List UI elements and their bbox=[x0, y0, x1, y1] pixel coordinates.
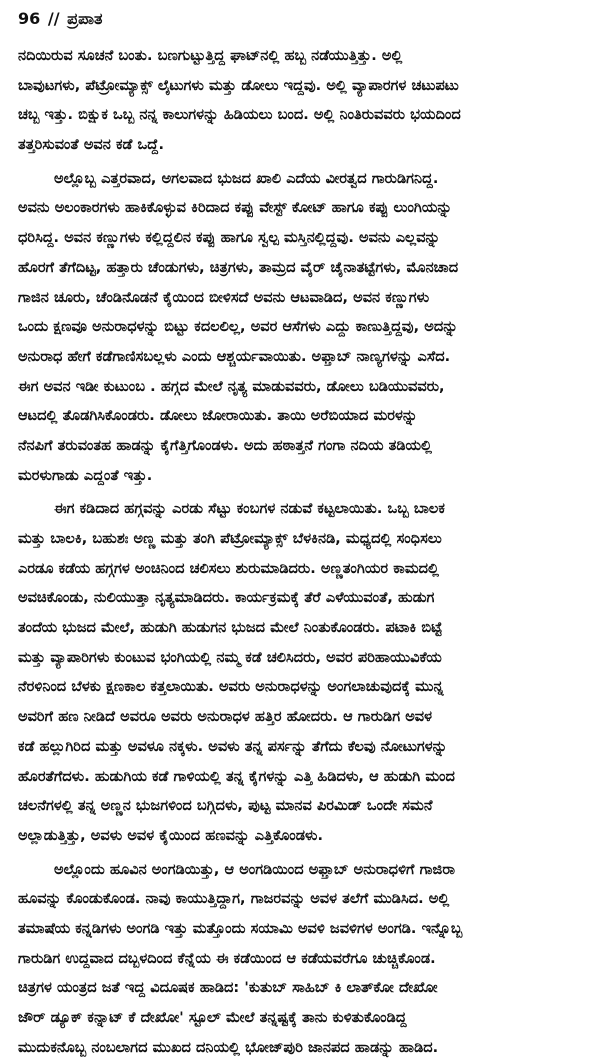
header-separator: // bbox=[47, 9, 60, 28]
text-line: ಕಡೆ ಹಲ್ಲುಗಿರಿದ ಮತ್ತು ಅವಳೂ ನಕ್ಕಳು. ಅವಳು ತನ್ನ ಪರ್ಸನ್ನು ತೆಗೆದು ಕೆಲವು ನೋಟುಗಳನ್ನು bbox=[18, 738, 448, 755]
text-line: ಅವಚಿಕೊಂಡು, ನುಲಿಯುತ್ತಾ ನೃತ್ಯಮಾಡಿದರು. ಕಾರ್ಯಕ್ರಮಕ್ಕೆ ತೆರೆ ಎಳೆಯುವಂತೆ, ಹುಡುಗ bbox=[18, 590, 435, 607]
running-header bbox=[18, 6, 582, 34]
paragraph-1 bbox=[18, 42, 582, 161]
paragraph-4 bbox=[18, 856, 582, 1063]
text-line: ನೆನಪಿಗೆ ತರುವಂತಹ ಹಾಡನ್ನು ಕೈಗೆತ್ತಿಗೊಂಡಳು. ಅದು ಹಠಾತ್ತನೆ ಗಂಗಾ ನದಿಯ ತಡಿಯಲ್ಲಿ bbox=[18, 437, 433, 454]
text-line: ಹೂವನ್ನು ಕೊಂಡುಕೊಂಡ. ನಾವು ಕಾಯುತ್ತಿದ್ದಾಗ, ಗಾಜರವನ್ನು ಅವಳ ತಲೆಗೆ ಮುಡಿಸಿದ. ಅಲ್ಲಿ bbox=[18, 891, 450, 908]
text-line: ಅಲ್ಲೊಬ್ಬ ಎತ್ತರವಾದ, ಅಗಲವಾದ ಭುಜದ ಖಾಲಿ ಎದೆಯ ವೀರತ್ವದ ಗಾರುಡಿಗನಿದ್ದ. bbox=[54, 170, 439, 187]
text-line: ಅನುರಾಧ ಹೇಗೆ ಕಡೆಗಾಣಿಸಬಲ್ಲಳು ಎಂದು ಆಶ್ಚರ್ಯವಾಯಿತು. ಅಫ್ತಾಬ್ ನಾಣ್ಯಗಳನ್ನು ಎಸೆದ. bbox=[18, 348, 451, 365]
text-line: ಚಬ್ಬ ಇತ್ತು. ಬಿಕ್ಷುಕ ಒಬ್ಬ ನನ್ನ ಕಾಲುಗಳನ್ನು ಹಿಡಿಯಲು ಬಂದ. ಅಲ್ಲಿ ನಿಂತಿರುವವರು ಭಯದಿಂದ bbox=[18, 107, 461, 124]
text-line: ಎರಡೂ ಕಡೆಯ ಹಗ್ಗಗಳ ಅಂಚಿನಿಂದ ಚಲಿಸಲು ಶುರುಮಾಡಿದರು. ಅಣ್ಣತಂಗಿಯರ ಕಾಮದಲ್ಲಿ bbox=[18, 560, 440, 577]
text-line: ಹೊರಗೆ ತೆಗೆದಿಟ್ಟ, ಹತ್ತಾರು ಚೆಂಡುಗಳು, ಚಿತ್ರಗಳು, ತಾಮ್ರದ ವೈರ್ ಚೈನಾತಟ್ಟೆಗಳು, ಮೊನಚಾದ bbox=[18, 259, 459, 276]
text-line: ಅಲ್ಲೊಂದು ಹೂವಿನ ಅಂಗಡಿಯಿತ್ತು, ಆ ಅಂಗಡಿಯಿಂದ ಅಫ್ತಾಬ್ ಅನುರಾಧಳಿಗೆ ಗಾಜಿರಾ bbox=[54, 861, 456, 878]
text-line: ಅವರಿಗೆ ಹಣ ನೀಡಿದೆ ಅವರೂ ಅವರು ಅನುರಾಧಳ ಹತ್ತಿರ ಹೋದರು. ಆ ಗಾರುಡಿಗ ಅವಳ bbox=[18, 709, 433, 726]
text-line: ಚಲನೆಗಳಲ್ಲಿ ತನ್ನ ಅಣ್ಣನ ಭುಜಗಳಿಂದ ಬಗ್ಗಿದಳು, ಪುಟ್ಟ ಮಾನವ ಪಿರಮಿಡ್ ಒಂದೇ ಸಮನೆ bbox=[18, 798, 433, 815]
text-line: ಈಗ ಕಡಿದಾದ ಹಗ್ಗವನ್ನು ಎರಡು ಸೆಟ್ಟು ಕಂಬಗಳ ನಡುವೆ ಕಟ್ಟಲಾಯಿತು. ಒಬ್ಬ ಬಾಲಕ bbox=[54, 501, 445, 518]
paragraph-3 bbox=[18, 495, 582, 851]
text-line: ಬಾವುಟಗಳು, ಪೆಟ್ರೋಮ್ಯಾಕ್ಸ್ ಲೈಟುಗಳು ಮತ್ತು ಡೋಲು ಇದ್ದವು. ಅಲ್ಲಿ ವ್ಯಾಪಾರಗಳ ಚಟುಪಟು bbox=[18, 77, 459, 94]
text-line: ಅಲ್ಲಾಡುತ್ತಿತ್ತು, ಅವಳು ಅವಳ ಕೈಯಿಂದ ಹಣವನ್ನು ಎತ್ತಿಕೊಂಡಳು. bbox=[18, 827, 324, 844]
text-line: ಹೊರತೆಗೆದಳು. ಹುಡುಗಿಯ ಕಡೆ ಗಾಳಿಯಲ್ಲಿ ತನ್ನ ಕೈಗಳನ್ನು ಎತ್ತಿ ಹಿಡಿದಳು, ಆ ಹುಡುಗಿ ಮಂದ bbox=[18, 768, 455, 785]
text-line: ಜೌರ್ ಡ್ಯೂಕ್ ಕನ್ನಾಟ್ ಕೆ ದೇಖೋ' ಸ್ಟೂಲ್ ಮೇಲೆ ತನ್ನಷ್ಟಕ್ಕೆ ತಾನು ಕುಳಿತುಕೊಂಡಿದ್ದ bbox=[18, 1010, 407, 1026]
text-line: ತಮಾಷೆಯ ಕನ್ನಡಿಗಳು ಅಂಗಡಿ ಇತ್ತು ಮತ್ತೊಂದು ಸಯಾಮಿ ಅವಳಿ ಜವಳಿಗಳ ಅಂಗಡಿ. ಇನ್ನೊಬ್ಬ bbox=[18, 920, 463, 937]
page-number: 96 bbox=[18, 9, 41, 28]
text-line: ಧರಿಸಿದ್ದ. ಅವನ ಕಣ್ಣುಗಳು ಕಲ್ಲಿದ್ದಲಿನ ಕಪ್ಪು ಹಾಗೂ ಸ್ವಲ್ಪ ಮಸ್ತಿನಲ್ಲಿದ್ದವು. ಅವನು ಎಲ್ಲವನ್ನು bbox=[18, 230, 441, 247]
text-line: ಈಗ ಅವನ ಇಡೀ ಕುಟುಂಬ . ಹಗ್ಗದ ಮೇಲೆ ನೃತ್ಯ ಮಾಡುವವರು, ಡೋಲು ಬಡಿಯುವವರು, bbox=[18, 378, 445, 395]
text-line: ಒಂದು ಕ್ಷಣವೂ ಅನುರಾಧಳನ್ನು ಬಿಟ್ಟು ಕದಲಲಿಲ್ಲ, ಅವರ ಆಸೆಗಳು ಎದ್ದು ಕಾಣುತ್ತಿದ್ದವು, ಅದನ್ನು bbox=[18, 319, 458, 336]
text-line: ಆಟದಲ್ಲಿ ತೊಡಗಿಸಿಕೊಂಡರು. ಡೋಲು ಜೋರಾಯಿತು. ತಾಯಿ ಅರೆಬಿಯಾದ ಮರಳನ್ನು bbox=[18, 408, 418, 425]
paragraph-2 bbox=[18, 165, 582, 492]
text-line: ಮರಳುಗಾಡು ಎದ್ದಂತೆ ಇತ್ತು. bbox=[18, 467, 153, 484]
text-line: ಮತ್ತು ಬಾಲಕಿ, ಬಹುಶಃ ಅಣ್ಣ ಮತ್ತು ತಂಗಿ ಪೆಟ್ರೋಮ್ಯಾಕ್ಸ್ ಬೆಳಕಿನಡಿ, ಮಧ್ಯದಲ್ಲಿ ಸಂಧಿಸಲು bbox=[18, 531, 442, 547]
text-line: ಗಾರುಡಿಗ ಉದ್ದವಾದ ದಬ್ಬಳದಿಂದ ಕೆನ್ನೆಯ ಈ ಕಡೆಯಿಂದ ಆ ಕಡೆಯವರೆಗೂ ಚುಚ್ಚಿಕೊಂಡ. bbox=[18, 950, 436, 967]
text-line: ಗಾಜಿನ ಚೂರು, ಚೆಂಡಿನೊಡನೆ ಕೈಯಿಂದ ಬೀಳಿಸದೆ ಅವನು ಆಟವಾಡಿದ, ಅವನ ಕಣ್ಣುಗಳು bbox=[18, 289, 430, 306]
text-line: ಮತ್ತು ವ್ಯಾಪಾರಿಗಳು ಕುಂಟುವ ಭಂಗಿಯಲ್ಲಿ ನಮ್ಮ ಕಡೆ ಚಲಿಸಿದರು, ಅವರ ಪರಿಹಾಯುವಿಕೆಯ bbox=[18, 649, 442, 666]
text-line: ಅವನು ಅಲಂಕಾರಗಳು ಹಾಕಿಕೊಳ್ಳುವ ಕಿರಿದಾದ ಕಪ್ಪು ವೇಸ್ಟ್ ಕೋಟ್ ಹಾಗೂ ಕಪ್ಪು ಲುಂಗಿಯನ್ನು bbox=[18, 200, 453, 217]
body-text bbox=[18, 42, 582, 1063]
text-line: ತತ್ತರಿಸುವಂತೆ ಅವನ ಕಡೆ ಒದ್ದೆ. bbox=[18, 137, 165, 154]
text-line: ತಂದೆಯ ಭುಜದ ಮೇಲೆ, ಹುಡುಗಿ ಹುಡುಗನ ಭುಜದ ಮೇಲೆ ನಿಂತುಕೊಂಡರು. ಪಟಾಕಿ ಬಿಟ್ಟೆ bbox=[18, 620, 443, 637]
text-line: ಚಿತ್ರಗಳ ಯಂತ್ರದ ಜತೆ ಇದ್ದ ವಿದೂಷಕ ಹಾಡಿದ: 'ಕುತುಬ್ ಸಾಹಿಬ್ ಕಿ ಲಾತ್‌ಕೋ ದೇಖೋ bbox=[18, 980, 438, 997]
text-line: ನೆರಳಿನಿಂದ ಬೆಳಕು ಕ್ಷಣಕಾಲ ಕತ್ತಲಾಯಿತು. ಅವರು ಅನುರಾಧಳನ್ನು ಅಂಗಲಾಚುವುದಕ್ಕೆ ಮುನ್ನ bbox=[18, 679, 444, 696]
text-line: ನದಿಯಿರುವ ಸೂಚನೆ ಬಂತು. ಬಣಗುಟ್ಟುತ್ತಿದ್ದ ಘಾಟ್‌ನಲ್ಲಿ ಹಬ್ಬ ನಡೆಯುತ್ತಿತ್ತು. ಅಲ್ಲಿ bbox=[18, 48, 403, 64]
text-line: ಮುದುಕನೊಬ್ಬ ನಂಬಲಾಗದ ಮುಖದ ದನಿಯಲ್ಲಿ ಭೋಜ್‌ಪುರಿ ಜಾನಪದ ಹಾಡನ್ನು ಹಾಡಿದ. bbox=[18, 1039, 439, 1056]
book-title: ಪ್ರಪಾತ bbox=[67, 9, 103, 28]
